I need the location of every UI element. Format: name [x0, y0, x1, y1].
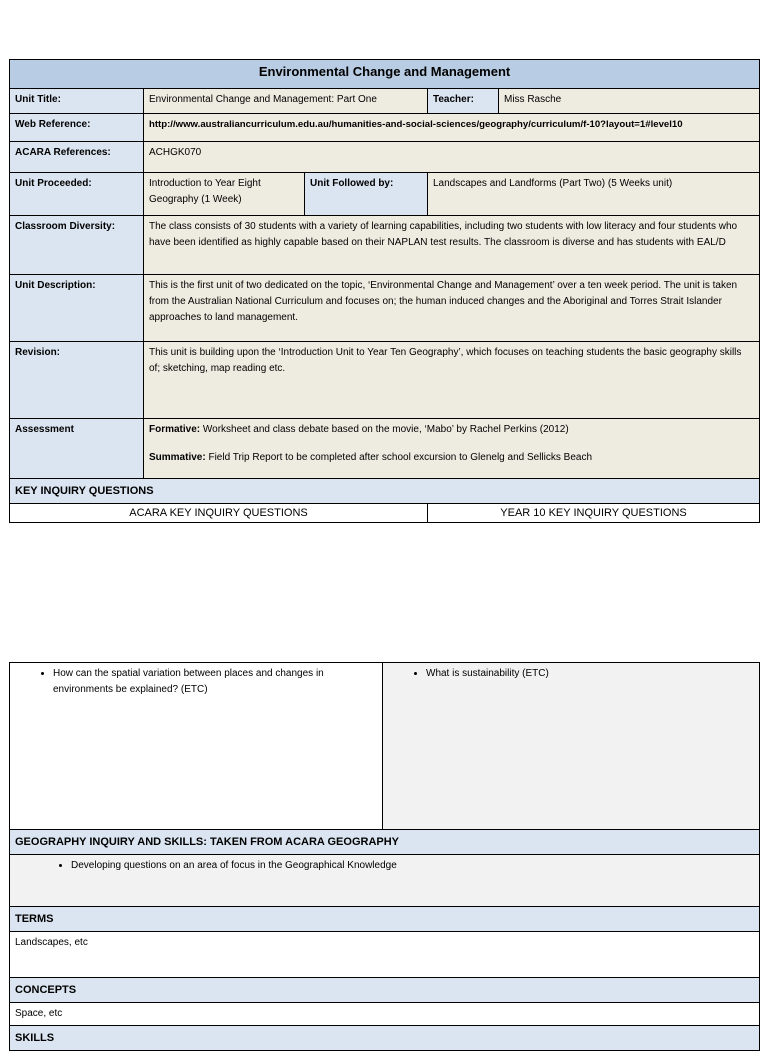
acara-references-label: ACARA References:: [10, 142, 144, 173]
unit-title-label: Unit Title:: [10, 89, 144, 114]
unit-plan-table: [9, 59, 760, 523]
geography-skills-item: • Developing questions on an area of focus in the Geographical Knowledge: [71, 858, 754, 874]
terms-value: Landscapes, etc: [10, 932, 760, 978]
revision-value: This unit is building upon the ‘Introduction Unit to Year Ten Geography’, which focuses on teaching students the basic geography skills of; sketching, map reading etc.: [144, 342, 760, 419]
year10-question-list: [388, 666, 754, 682]
concepts-heading: CONCEPTS: [10, 978, 760, 1003]
geography-skills-heading: GEOGRAPHY INQUIRY AND SKILLS: TAKEN FROM ACARA GEOGRAPHY: [10, 830, 760, 855]
classroom-diversity-label: Classroom Diversity:: [10, 216, 144, 275]
key-inquiry-heading: KEY INQUIRY QUESTIONS: [10, 479, 760, 504]
acara-question-item: • How can the spatial variation between places and changes in environments be explained? (ETC): [53, 666, 377, 698]
formative-line: [149, 422, 754, 438]
acara-questions-column-header: ACARA KEY INQUIRY QUESTIONS: [10, 504, 428, 523]
terms-heading: TERMS: [10, 907, 760, 932]
revision-label: Revision:: [10, 342, 144, 419]
classroom-diversity-value: The class consists of 30 students with a variety of learning capabilities, including two students with low literacy and four students who have been identified as highly capable based on their NAPLAN test results. The classroom is diverse and has students with EAL/D: [144, 216, 760, 275]
assessment-value: [144, 419, 760, 479]
unit-title-value: Environmental Change and Management: Part One: [144, 89, 428, 114]
unit-description-value: This is the first unit of two dedicated on the topic, ‘Environmental Change and Management’ over a ten week period. The unit is taken from the Australian National Curriculum and focuses on; the human induced changes and the Aboriginal and Torres Strait Islander approaches to land management.: [144, 275, 760, 342]
year10-question-item: • What is sustainability (ETC): [426, 666, 754, 682]
geography-skills-list: [15, 858, 754, 874]
teacher-label: Teacher:: [428, 89, 499, 114]
summative-line: [149, 450, 754, 466]
unit-proceeded-value: Introduction to Year Eight Geography (1 Week): [144, 173, 305, 216]
acara-question-list: [15, 666, 377, 698]
acara-references-value: ACHGK070: [144, 142, 760, 173]
inquiry-skills-table: [9, 662, 760, 1051]
skills-heading: SKILLS: [10, 1026, 760, 1051]
unit-followed-by-value: Landscapes and Landforms (Part Two) (5 Weeks unit): [428, 173, 760, 216]
document-title: Environmental Change and Management: [10, 60, 760, 89]
year10-question-cell: [383, 663, 760, 830]
summative-label: Summative:: [149, 452, 206, 463]
year10-questions-column-header: YEAR 10 KEY INQUIRY QUESTIONS: [428, 504, 760, 523]
acara-question-cell: [10, 663, 383, 830]
formative-label: Formative:: [149, 424, 201, 435]
teacher-value: Miss Rasche: [499, 89, 760, 114]
concepts-value: Space, etc: [10, 1003, 760, 1026]
formative-value: Worksheet and class debate based on the movie, ‘Mabo’ by Rachel Perkins (2012): [202, 424, 569, 435]
geography-skills-cell: [10, 855, 760, 907]
web-reference-label: Web Reference:: [10, 114, 144, 142]
summative-value: Field Trip Report to be completed after school excursion to Glenelg and Sellicks Beach: [208, 452, 593, 463]
unit-proceeded-label: Unit Proceeded:: [10, 173, 144, 216]
assessment-label: Assessment: [10, 419, 144, 479]
unit-followed-by-label: Unit Followed by:: [305, 173, 428, 216]
web-reference-link[interactable]: http://www.australiancurriculum.edu.au/humanities-and-social-sciences/geography/curriculum/f-10?layout=1#level10: [144, 114, 760, 142]
unit-description-label: Unit Description:: [10, 275, 144, 342]
